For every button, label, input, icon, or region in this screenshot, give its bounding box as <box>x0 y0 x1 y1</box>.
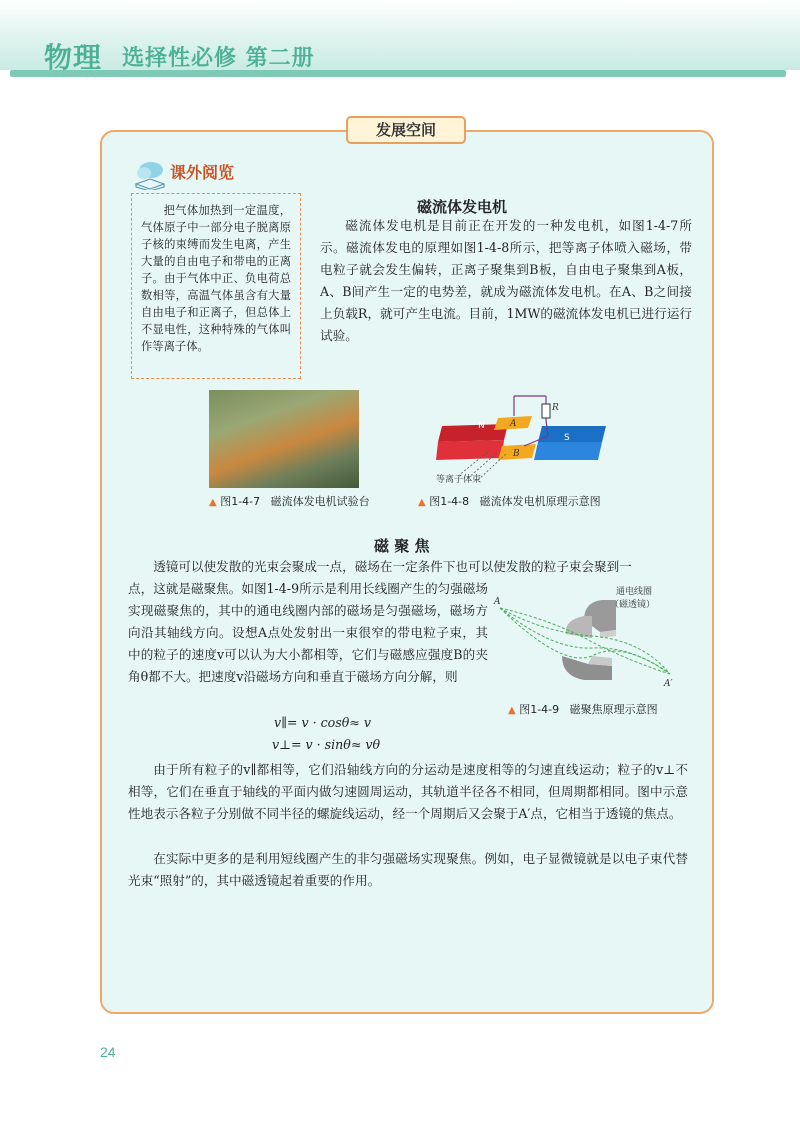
generator-photo <box>209 390 359 488</box>
label-point-a: A <box>494 597 501 607</box>
header-logo: 物理 <box>44 41 103 74</box>
mhd-title: 磁流体发电机 <box>417 198 508 216</box>
reading-title: 课外阅览 <box>170 163 235 182</box>
reading-text: 把气体加热到一定温度，气体原子中一部分电子脱离原子核的束缚而发生电离，产生大量的自由电子和带电的正离子。由于气体中正、负电荷总数相等，高温气体虽含有大量自由电子和正离子，但总体上不显电性，这种特殊的气体叫作等离子体。 <box>141 204 291 353</box>
focus-paragraph-3: 在实际中更多的是利用短线圈产生的非匀强磁场实现聚焦。例如，电子显微镜就是以电子束代替光束“照射”的，其中磁透镜起着重要的作用。 <box>128 851 688 888</box>
formula-parallel: v∥= v · cosθ≈ v <box>274 715 371 730</box>
header-title: 选择性必修 第二册 <box>122 46 315 71</box>
page-number: 24 <box>100 1044 116 1060</box>
label-a: A <box>510 419 517 429</box>
focus-paragraph-2: 由于所有粒子的v∥都相等，它们沿轴线方向的分运动是速度相等的匀速直线运动；粒子的v⊥不相等，它们在垂直于轴线的平面内做匀速圆周运动，其轨道半径各不相同，但周期都相同。图中示意性地表示各粒子分别做不同半径的螺旋线运动，经一个周期后又会聚于A′点，它相当于透镜的焦点。 <box>128 762 688 821</box>
formula-perpendicular: v⊥= v · sinθ≈ vθ <box>272 737 381 752</box>
label-point-a-prime: A′ <box>664 679 673 689</box>
reading-box <box>131 193 301 379</box>
fig7-caption: ▲ 图1-4-7 磁流体发电机试验台 <box>209 495 370 508</box>
focus-paragraph-1: 点，这就是磁聚焦。如图1-4-9所示是利用长线圈产生的匀强磁场实现磁聚焦的，其中的通电线圈内部的磁场是匀强磁场，磁场方向沿其轴线方向。设想A点处发射出一束很窄的带电粒子束，其中的粒子的速度v可以认为大小都相等，它们与磁感应强度B的夹角θ都不大。把速度v沿磁场方向和垂直于磁场方向分解，则 <box>128 581 488 684</box>
mhd-diagram <box>428 390 618 490</box>
magnetic-lens-diagram <box>492 580 688 700</box>
label-s: S <box>564 433 570 443</box>
label-n: N <box>478 421 485 431</box>
focus-paragraph-line1: 透镜可以使发散的光束会聚成一点，磁场在一定条件下也可以使发散的粒子束会聚到一 <box>153 559 632 574</box>
label-plasma-beam: 等离子体束 <box>436 475 482 485</box>
label-magnetic-lens: （磁透镜） <box>610 600 656 610</box>
label-r: R <box>552 403 559 413</box>
fig9-caption: ▲ 图1-4-9 磁聚焦原理示意图 <box>508 703 658 716</box>
mhd-paragraph: 磁流体发电机是目前正在开发的一种发电机，如图1-4-7所示。磁流体发电的原理如图1-4-8所示，把等离子体喷入磁场，带电粒子就会发生偏转，正离子聚集到B板，自由电子聚集到A板，A、B间产生一定的电势差，就成为磁流体发电机。在A、B之间接上负载R，就可产生电流。目前，1MW的磁流体发电机已进行运行试验。 <box>320 218 692 343</box>
header-band <box>0 0 800 70</box>
panel-tab: 发展空间 <box>346 116 466 144</box>
label-coil: 通电线圈 <box>616 587 653 597</box>
focus-title: 磁 聚 焦 <box>374 537 430 555</box>
fig8-caption: ▲ 图1-4-8 磁流体发电机原理示意图 <box>418 495 601 508</box>
label-b: B <box>513 449 520 459</box>
